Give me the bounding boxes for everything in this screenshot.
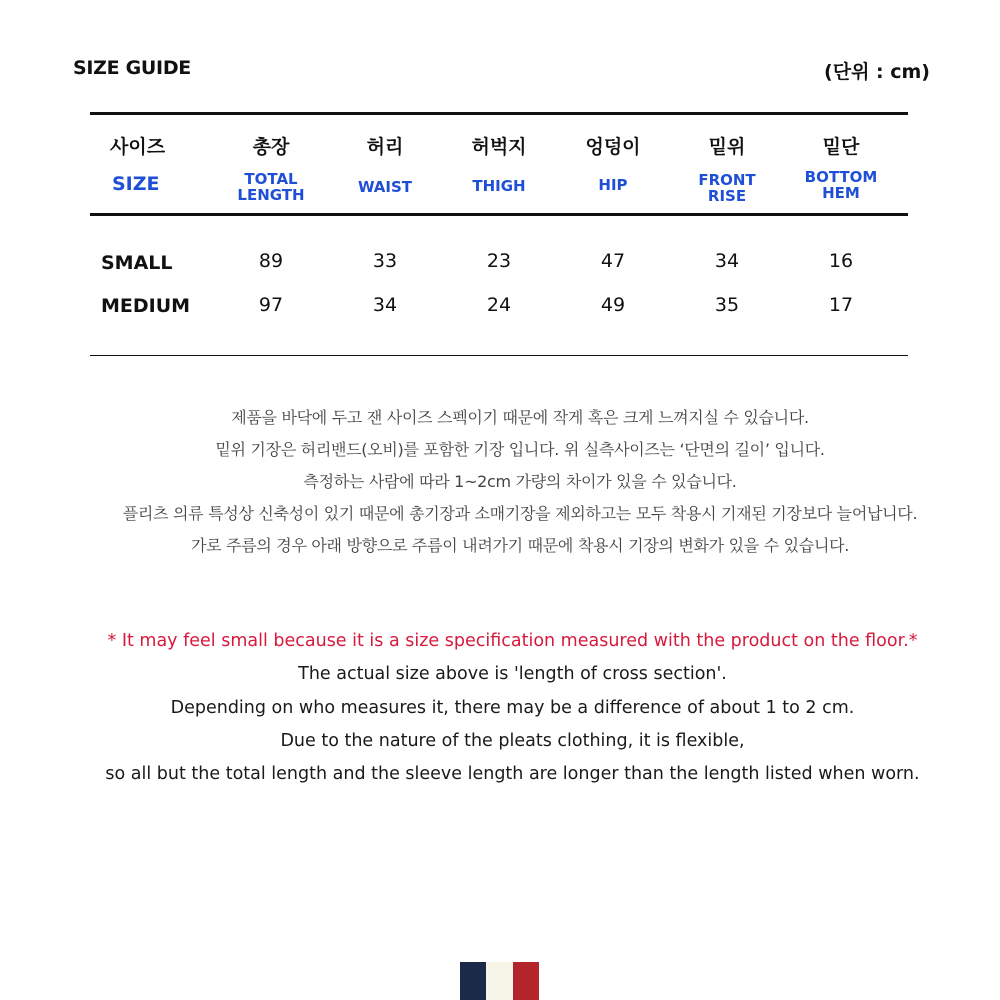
column-header-front-rise [662,132,792,204]
column-header-en [776,169,906,201]
column-header-en [206,171,336,203]
note-line-en: Depending on who measures it, there may be a difference of about 1 to 2 cm. [170,698,855,718]
column-header-thigh [434,132,564,194]
column-header-kr: 밑위 [708,136,746,158]
column-header-en: WAIST [357,178,413,196]
table-cell: 24 [486,294,512,316]
column-header-en: HIP [598,176,628,194]
table-cell: 47 [600,250,626,272]
note-line-en: The actual size above is 'length of cross section'. [298,664,727,684]
column-header-en-line: RISE [707,187,747,205]
note-highlight-en: * It may feel small because it is a size specification measured with the product on the floor.* [107,631,918,651]
flag-stripe-cream [486,962,512,1000]
table-cell: 23 [486,250,512,272]
column-header-en-line: TOTAL [244,170,298,188]
table-bottom-rule [90,355,908,356]
column-header-en-line: LENGTH [237,186,305,204]
table-header-rule [90,213,908,216]
row-name-small: SMALL [101,252,173,274]
column-header-en [662,172,792,204]
table-cell: 49 [600,294,626,316]
note-line-kr: 측정하는 사람에 따라 1~2cm 가량의 차이가 있을 수 있습니다. [303,472,737,491]
column-header-kr: 허벅지 [471,136,527,158]
note-line-kr: 제품을 바닥에 두고 잰 사이즈 스펙이기 때문에 작게 혹은 크게 느껴지실 수 있습니다. [231,408,809,427]
table-cell: 16 [828,250,854,272]
note-line-en: Due to the nature of the pleats clothing, it is flexible, [280,731,745,751]
size-header-kr: 사이즈 [110,136,166,158]
column-header-kr: 총장 [252,136,290,158]
table-top-rule [90,112,908,115]
column-header-kr: 밑단 [822,136,860,158]
note-line-kr: 플리츠 의류 특성상 신축성이 있기 때문에 총기장과 소매기장을 제외하고는 모두 착용시 기재된 기장보다 늘어납니다. [122,504,918,523]
column-header-en-line: HEM [822,184,860,202]
table-cell: 97 [258,294,284,316]
note-line-kr: 가로 주름의 경우 아래 방향으로 주름이 내려가기 때문에 착용시 기장의 변화가 있을 수 있습니다. [190,536,850,555]
table-cell: 35 [714,294,740,316]
column-header-kr: 허리 [366,136,404,158]
note-line-kr: 밑위 기장은 허리밴드(오비)를 포함한 기장 입니다. 위 실측사이즈는 ‘단면의 길이’ 입니다. [215,440,825,459]
page-title: SIZE GUIDE [73,57,191,79]
table-cell: 34 [372,294,398,316]
flag-stripe-red [513,962,539,1000]
column-header-kr: 엉덩이 [585,136,641,158]
size-header-en: SIZE [112,173,160,195]
column-header-en-line: FRONT [698,171,756,189]
unit-label: (단위 : cm) [824,61,930,83]
table-cell: 89 [258,250,284,272]
column-header-waist [320,132,450,195]
table-cell: 33 [372,250,398,272]
column-header-bottom-hem [776,132,906,201]
column-header-total-length [206,132,336,203]
row-name-medium: MEDIUM [101,295,191,317]
column-header-hip [548,132,678,193]
column-header-en: THIGH [472,177,526,195]
note-line-en: so all but the total length and the sleeve length are longer than the length listed when worn. [105,764,920,784]
flag-stripe-navy [460,962,486,1000]
table-cell: 17 [828,294,854,316]
table-cell: 34 [714,250,740,272]
column-header-en-line: BOTTOM [804,168,878,186]
tricolor-flag-logo [460,962,539,1000]
